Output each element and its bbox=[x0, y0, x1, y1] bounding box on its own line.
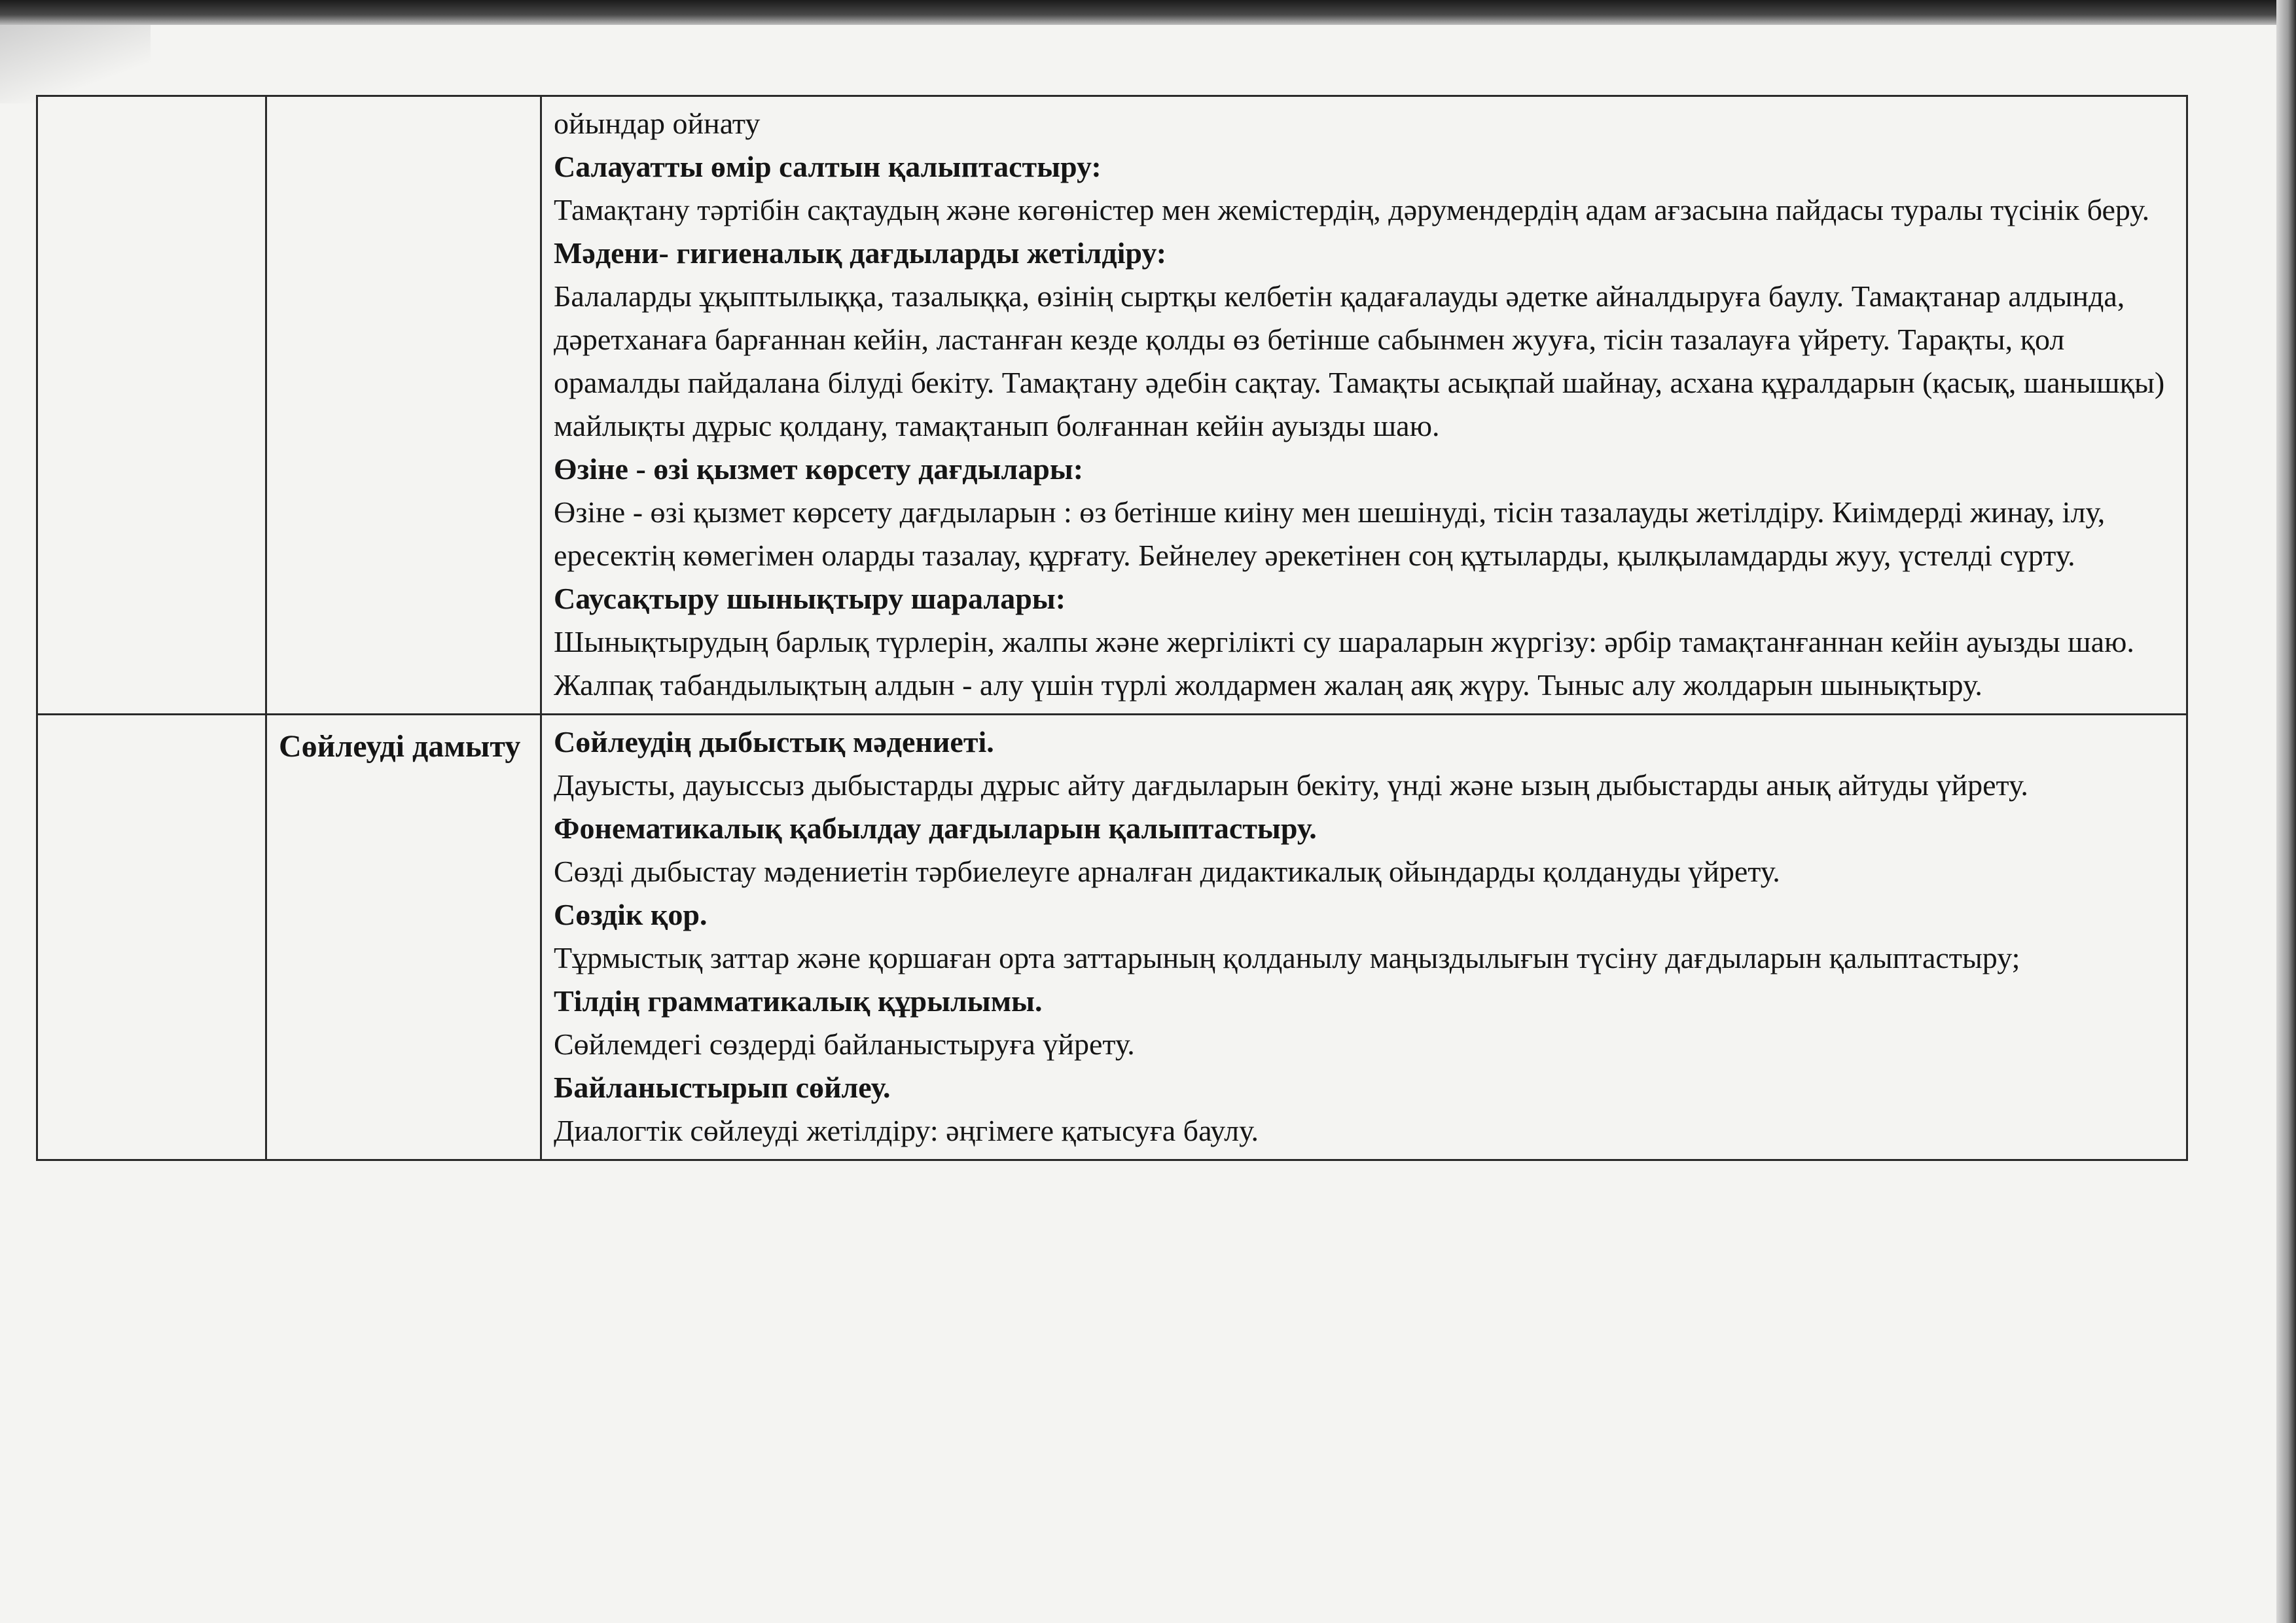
section-heading: Сөздік қор. bbox=[554, 898, 708, 931]
content-text: Диалогтік сөйлеуді жетілдіру: әңгімеге қатысуға баулу. bbox=[554, 1114, 1259, 1147]
content-cell bbox=[541, 715, 2187, 1160]
table-row bbox=[37, 96, 2187, 715]
category-cell bbox=[266, 96, 541, 715]
content-text: Өзіне - өзі қызмет көрсету дағдыларын : өз бетінше киіну мен шешінуді, тісін тазалауды жетілдіру. Киімдерді жинау, ілу, ересектің көмегімен оларды тазалау, құрғату. Бейнелеу әрекетінен соң құтыларды, қылқыламдарды жуу, үстелді сүрту. bbox=[554, 495, 2106, 572]
scan-corner-shadow bbox=[0, 25, 151, 103]
content-text: Сөйлемдегі сөздерді байланыстыруға үйрету. bbox=[554, 1027, 1135, 1061]
section-heading: Фонематикалық қабылдау дағдыларын қалыптастыру. bbox=[554, 812, 1317, 845]
content-text: Тамақтану тәртібін сақтаудың және көгөністер мен жемістердің, дәрумендердің адам ағзасына пайдасы туралы түсінік беру. bbox=[554, 193, 2150, 226]
scan-edge-right bbox=[2276, 0, 2296, 1623]
category-cell: Сөйлеуді дамыту bbox=[266, 715, 541, 1160]
content-text: Балаларды ұқыптылыққа, тазалыққа, өзінің сыртқы келбетін қадағалауды әдетке айналдыруға баулу. Тамақтанар алдында, дәретханаға барғаннан кейін, ластанған кезде қолды өз бетінше сабынмен жууға, тісін тазалауға үйрету. Тарақты, қол орамалды пайдалана білуді бекіту. Тамақтану әдебін сақтау. Тамақты асықпай шайнау, асхана құралдарын (қасық, шанышқы) майлықты дұрыс қолдану, тамақтанып болғаннан кейін ауызды шаю. bbox=[554, 279, 2165, 442]
section-heading: Сөйлеудің дыбыстық мәдениеті. bbox=[554, 725, 994, 758]
content-text: Сөзді дыбыстау мәдениетін тәрбиелеуге арналған дидактикалық ойындарды қолдануды үйрету. bbox=[554, 855, 1780, 888]
curriculum-table bbox=[36, 95, 2188, 1161]
table-row bbox=[37, 715, 2187, 1160]
content-text: Шынықтырудың барлық түрлерін, жалпы және жергілікті су шараларын жүргізу: әрбір тамақтанғаннан кейін ауызды шаю. Жалпақ табандылықтың алдын - алу үшін түрлі жолдармен жалаң аяқ жүру. Тыныс алу жолдарын шынықтыру. bbox=[554, 625, 2134, 702]
section-heading: Саусақтыру шынықтыру шаралары: bbox=[554, 582, 1066, 615]
content-cell bbox=[541, 96, 2187, 715]
content-text: Тұрмыстық заттар және қоршаған орта заттарының қолданылу маңыздылығын түсіну дағдыларын қалыптастыру; bbox=[554, 941, 2020, 974]
content-text: ойындар ойнату bbox=[554, 107, 761, 140]
section-heading: Салауатты өмір салтын қалыптастыру: bbox=[554, 150, 1102, 183]
section-heading: Өзіне - өзі қызмет көрсету дағдылары: bbox=[554, 452, 1084, 486]
section-heading: Мәдени- гигиеналық дағдыларды жетілдіру: bbox=[554, 236, 1167, 270]
row-empty-cell bbox=[37, 715, 266, 1160]
content-text: Дауысты, дауыссыз дыбыстарды дұрыс айту дағдыларын бекіту, үнді және ызың дыбыстарды анық айтуды үйрету. bbox=[554, 768, 2028, 802]
section-heading: Байланыстырып сөйлеу. bbox=[554, 1071, 891, 1104]
row-empty-cell bbox=[37, 96, 266, 715]
scan-edge-top bbox=[0, 0, 2296, 25]
section-heading: Тілдің грамматикалық құрылымы. bbox=[554, 984, 1043, 1018]
